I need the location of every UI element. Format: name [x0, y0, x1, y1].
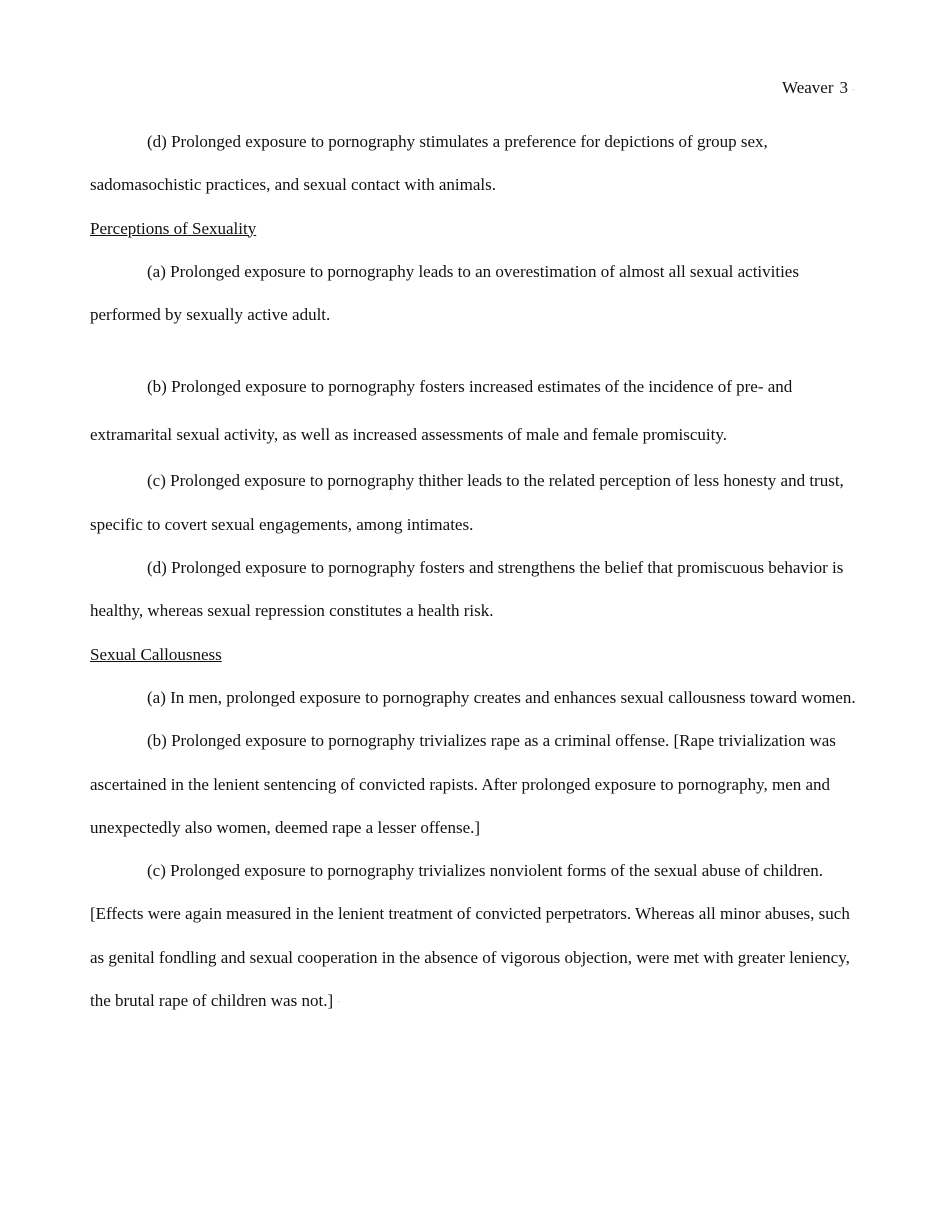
end-mark-icon: - — [337, 996, 341, 1007]
paragraph-c-child-abuse-text: (c) Prolonged exposure to pornography trivializes nonviolent forms of the sexual abuse of children. [Effects were again measured in the lenient treatment of convicted perpetrators. Whereas all minor abuses, such as genital fondling and sexual cooperation in the absence of vigorous objection, were met with greater leniency, the brutal rape of children was not.] — [90, 861, 850, 1011]
document-body — [90, 120, 860, 1024]
section-heading-callousness: Sexual Callousness — [90, 644, 222, 664]
paragraph-d-promiscuity: (d) Prolonged exposure to pornography fosters and strengthens the belief that promiscuous behavior is healthy, whereas sexual repression constitutes a health risk. — [90, 558, 844, 621]
heading-part-perceptions: Perceptions of — [90, 218, 188, 238]
author-name: Weaver — [782, 78, 834, 97]
heading-part-sexuality: Sexuality — [191, 218, 257, 238]
paragraph-c-child-abuse — [90, 849, 860, 1024]
paragraph-a-callousness: (a) In men, prolonged exposure to pornography creates and enhances sexual callousness toward women. — [147, 687, 856, 707]
paragraph-a-overestimation: (a) Prolonged exposure to pornography leads to an overestimation of almost all sexual activities performed by sexually active adult. — [90, 261, 799, 325]
section-heading-perceptions — [90, 207, 860, 250]
paragraph-c-honesty: (c) Prolonged exposure to pornography thither leads to the related perception of less honesty and trust, specific to covert sexual engagements, among intimates. — [90, 471, 844, 534]
pilcrow-mark-icon: - — [852, 84, 855, 95]
paragraph-d-preference: (d) Prolonged exposure to pornography stimulates a preference for depictions of group sex, sadomasochistic practices, and sexual contact with animals. — [90, 132, 768, 195]
paragraph-b-estimates: (b) Prolonged exposure to pornography fosters increased estimates of the incidence of pre- and extramarital sexual activity, as well as increased assessments of male and female promiscuity. — [90, 377, 793, 445]
page-number: 3 — [839, 78, 848, 97]
running-header — [782, 76, 855, 101]
paragraph-b-rape-trivialization: (b) Prolonged exposure to pornography trivializes rape as a criminal offense. [Rape trivialization was ascertained in the lenient sentencing of convicted rapists. After prolonged exposure to pornography, men and unexpectedly also women, deemed rape a lesser offense.] — [90, 731, 836, 837]
